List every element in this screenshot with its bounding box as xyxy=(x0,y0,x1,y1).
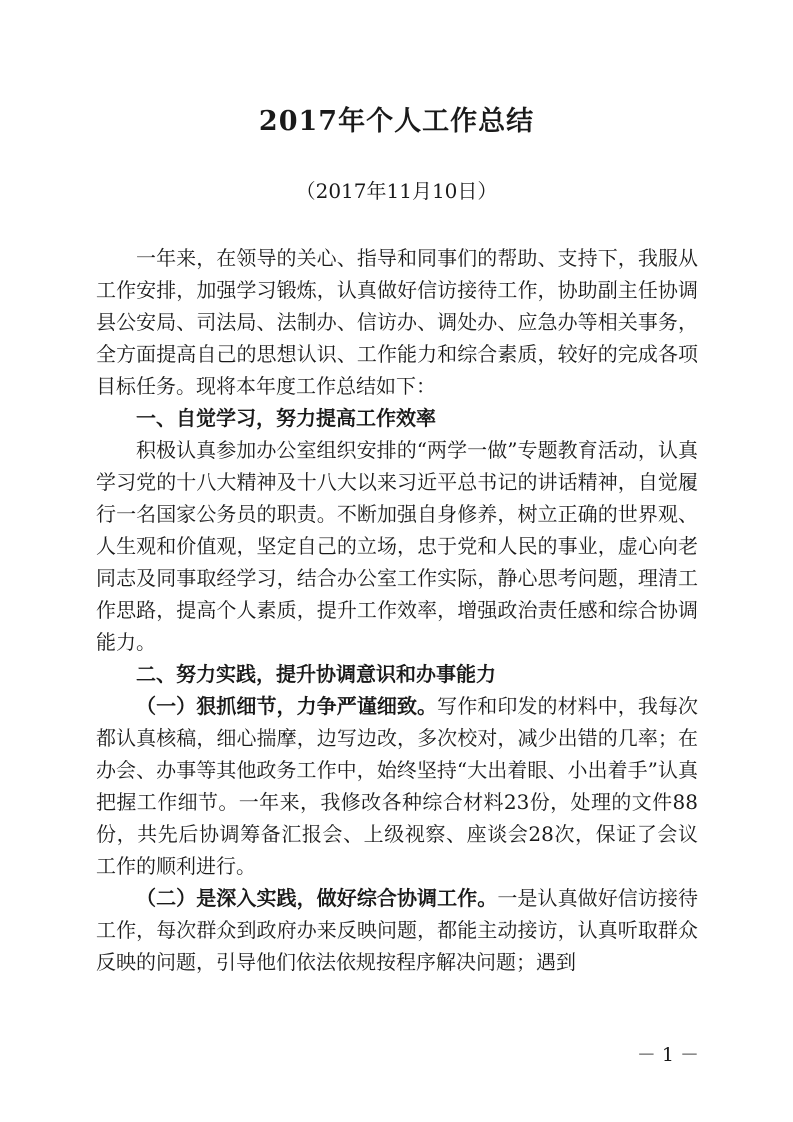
section-heading-2: 二、努力实践，提升协调意识和办事能力 xyxy=(136,662,496,686)
section-heading-1: 一、自觉学习，努力提高工作效率 xyxy=(136,406,436,430)
page-number: － 1 － xyxy=(636,1044,699,1066)
document-body xyxy=(96,242,698,978)
document-title: 2017年个人工作总结 xyxy=(258,106,535,137)
subsection-paragraph-1 xyxy=(96,690,698,882)
section-paragraph-1: 积极认真参加办公室组织安排的“两学一做”专题教育活动，认真学习党的十八大精神及十八大以来习近平总书记的讲话精神，自觉履行一名国家公务员的职责。不断加强自身修养，树立正确的世界观、人生观和价值观，坚定自己的立场，忠于党和人民的事业，虚心向老同志及同事取经学习，结合办公室工作实际，静心思考问题，理清工作思路，提高个人素质，提升工作效率，增强政治责任感和综合协调能力。 xyxy=(96,438,698,654)
subsection-text-1: 写作和印发的材料中，我每次都认真核稿，细心揣摩，边写边改，多次校对，减少出错的几率；在办会、办事等其他政务工作中，始终坚持“大出着眼、小出着手”认真把握工作细节。一年来，我修改各种综合材料23份，处理的文件88份，共先后协调筹备汇报会、上级视察、座谈会28次，保证了会议工作的顺利进行。 xyxy=(96,694,699,878)
subsection-lead-1: （一）狠抓细节，力争严谨细致。 xyxy=(136,694,438,718)
intro-paragraph: 一年来，在领导的关心、指导和同事们的帮助、支持下，我服从工作安排，加强学习锻炼，认真做好信访接待工作，协助副主任协调县公安局、司法局、法制办、信访办、调处办、应急办等相关事务，全方面提高自己的思想认识、工作能力和综合素质，较好的完成各项目标任务。现将本年度工作总结如下： xyxy=(96,246,698,398)
subsection-text-2: 一是认真做好信访接待工作，每次群众到政府办来反映问题，都能主动接访，认真听取群众反映的问题，引导他们依法依规按程序解决问题；遇到 xyxy=(96,886,699,974)
document-date: （2017年11月10日） xyxy=(295,179,498,203)
subsection-paragraph-2 xyxy=(96,882,698,978)
subsection-lead-2: （二）是深入实践，做好综合协调工作。 xyxy=(136,886,498,910)
